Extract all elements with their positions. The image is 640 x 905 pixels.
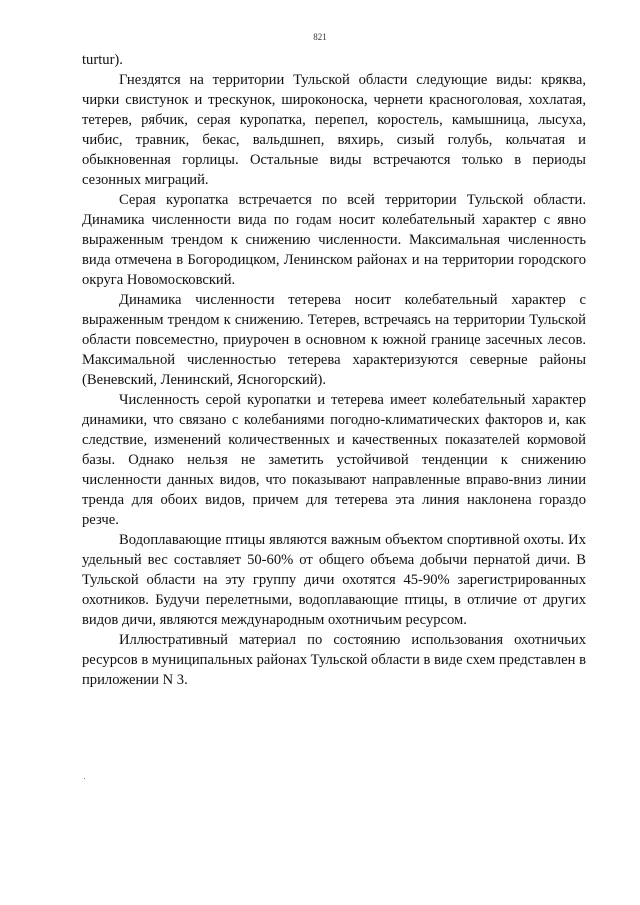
body-text <box>82 50 586 690</box>
paragraph-black-grouse: Динамика численности тетерева носит колебательный характер с выраженным трендом к снижению. Тетерев, встречаясь на территории Тульской области повсеместно, приурочен в основном к южной границе засечных лесов. Максимальной численностью тетерева характеризуются северные районы (Веневский, Ленинский, Ясногорский). <box>82 292 586 388</box>
paragraph-population-dynamics: Численность серой куропатки и тетерева имеет колебательный характер динамики, что связано с колебаниями погодно-климатических факторов и, как следствие, изменений количественных и качественных показателей кормовой базы. Однако нельзя не заметить устойчивой тенденции к снижению численности данных видов, что показывают направленные вправо-вниз линии тренда для обоих видов, причем для тетерева эта линия наклонена гораздо резче. <box>82 392 586 528</box>
paragraph-waterfowl: Водоплавающие птицы являются важным объектом спортивной охоты. Их удельный вес составляет 50-60% от общего объема добычи пернатой дичи. В Тульской области на эту группу дичи охотятся 45-90% зарегистрированных охотников. Будучи перелетными, водоплавающие птицы, в отличие от других видов дичи, являются международным охотничьим ресурсом. <box>82 532 586 628</box>
paragraph-nesting-species: Гнездятся на территории Тульской области следующие виды: кряква, чирки свистунок и трескунок, широконоска, чернети красноголовая, хохлатая, тетерев, рябчик, серая куропатка, перепел, коростель, камышница, лысуха, чибис, травник, бекас, вальдшнеп, вяхирь, сизый голубь, кольчатая и обыкновенная горлицы. Остальные виды встречаются только в периоды сезонных миграций. <box>82 72 586 188</box>
scan-speck <box>84 778 85 779</box>
paragraph-continuation: turtur). <box>82 52 123 68</box>
paragraph-appendix-reference: Иллюстративный материал по состоянию использования охотничьих ресурсов в муниципальных районах Тульской области в виде схем представлен в приложении N 3. <box>82 632 586 688</box>
page-number: 821 <box>313 32 327 42</box>
paragraph-grey-partridge: Серая куропатка встречается по всей территории Тульской области. Динамика численности вида по годам носит колебательный характер с явно выраженным трендом к снижению численности. Максимальная численность вида отмечена в Богородицком, Ленинском районах и на территории городского округа Новомосковский. <box>82 192 586 288</box>
